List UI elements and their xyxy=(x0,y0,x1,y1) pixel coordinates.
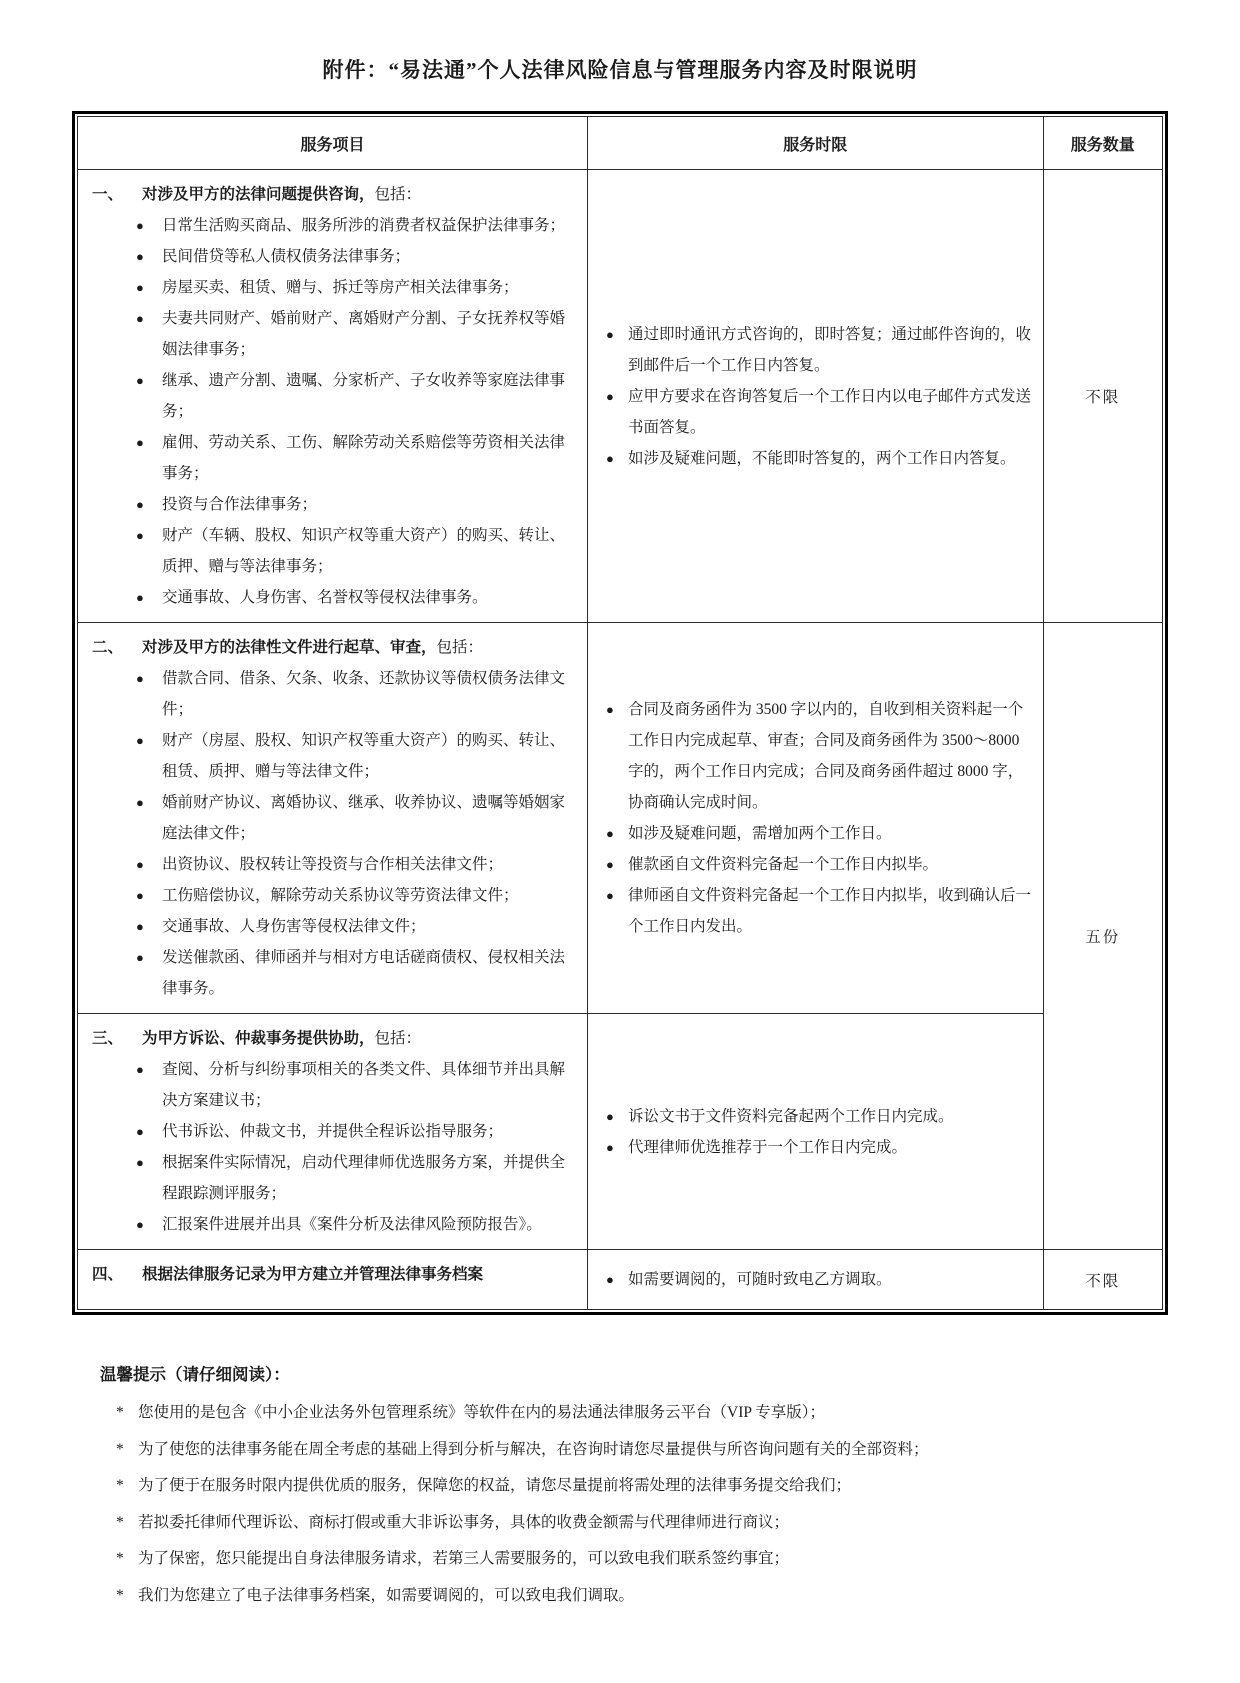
table-header-row xyxy=(78,117,1163,170)
row-number: 四、 xyxy=(92,1266,124,1284)
row-heading-text: 为甲方诉讼、仲裁事务提供协助， xyxy=(142,1030,375,1048)
row-heading-text: 对涉及甲方的法律性文件进行起草、审查， xyxy=(142,639,437,657)
list-item xyxy=(132,303,577,365)
row-heading-tail: 包括： xyxy=(374,1030,422,1048)
note-item xyxy=(116,1468,1168,1504)
list-item-text: 根据案件实际情况，启动代理律师优选服务方案，并提供全程跟踪测评服务； xyxy=(162,1154,566,1203)
list-item xyxy=(602,443,1033,474)
asterisk-icon: * xyxy=(116,1440,124,1458)
list-item-text: 日常生活购买商品、服务所涉的消费者权益保护法律事务； xyxy=(162,217,566,235)
list-item xyxy=(602,849,1033,880)
service-quantity-cell: 不限 xyxy=(1043,1250,1162,1310)
list-item-text: 催款函自文件资料完备起一个工作日内拟毕。 xyxy=(627,856,938,874)
list-item xyxy=(602,381,1033,443)
note-text: 若拟委托律师代理诉讼、商标打假或重大非诉讼事务，具体的收费金额需与代理律师进行商议； xyxy=(138,1513,790,1531)
list-item xyxy=(602,1101,1033,1132)
list-item xyxy=(602,1264,1033,1295)
list-item-text: 投资与合作法律事务； xyxy=(162,496,318,514)
bullet-icon: ● xyxy=(605,1139,614,1155)
note-item xyxy=(116,1395,1168,1431)
bullet-icon: ● xyxy=(136,218,144,234)
list-item xyxy=(132,942,577,1004)
list-item xyxy=(132,1054,577,1116)
table-row xyxy=(78,1250,1163,1310)
bullet-icon: ● xyxy=(136,311,144,327)
service-item-cell xyxy=(78,1014,588,1250)
service-item-cell xyxy=(78,170,588,623)
column-header-service-time-limit: 服务时限 xyxy=(587,117,1043,170)
bullet-icon: ● xyxy=(136,795,144,811)
asterisk-icon: * xyxy=(116,1550,124,1568)
list-item-text: 财产（房屋、股权、知识产权等重大资产）的购买、转让、租赁、质押、赠与等法律文件； xyxy=(162,732,566,781)
table-row xyxy=(78,1014,1163,1250)
list-item xyxy=(132,427,577,489)
list-item xyxy=(602,818,1033,849)
note-text: 为了保密，您只能提出自身法律服务请求，若第三人需要服务的，可以致电我们联系签约事宜； xyxy=(138,1550,790,1568)
service-quantity-cell: 五份 xyxy=(1043,623,1162,1250)
row-heading xyxy=(92,179,577,210)
list-item xyxy=(132,911,577,942)
list-item xyxy=(132,849,577,880)
row-heading-text: 根据法律服务记录为甲方建立并管理法律事务档案 xyxy=(142,1266,484,1284)
row-number: 三、 xyxy=(92,1030,124,1048)
list-item xyxy=(602,1132,1033,1163)
bullet-icon: ● xyxy=(605,702,614,718)
list-item-text: 民间借贷等私人债权债务法律事务； xyxy=(162,248,411,266)
list-item-text: 发送催款函、律师函并与相对方电话磋商债权、侵权相关法律事务。 xyxy=(162,949,566,998)
list-item xyxy=(602,694,1033,818)
list-item-text: 财产（车辆、股权、知识产权等重大资产）的购买、转让、质押、赠与等法律事务； xyxy=(162,527,566,576)
table-row xyxy=(78,623,1163,1014)
service-time-cell xyxy=(587,1014,1043,1250)
list-item xyxy=(132,1209,577,1240)
bullet-icon: ● xyxy=(605,388,614,404)
bullet-icon: ● xyxy=(136,528,144,544)
list-item-text: 交通事故、人身伤害等侵权法律文件； xyxy=(162,918,426,936)
row-heading-tail: 包括： xyxy=(436,639,484,657)
list-item-text: 诉讼文书于文件资料完备起两个工作日内完成。 xyxy=(627,1107,954,1125)
list-item-text: 代书诉讼、仲裁文书，并提供全程诉讼指导服务； xyxy=(162,1123,504,1141)
notes-section xyxy=(100,1361,1168,1614)
list-item xyxy=(602,880,1033,942)
notes-list xyxy=(116,1395,1168,1614)
bullet-icon: ● xyxy=(605,888,614,904)
notes-title: 温馨提示（请仔细阅读）： xyxy=(100,1365,290,1385)
list-item-text: 代理律师优选推荐于一个工作日内完成。 xyxy=(627,1138,907,1156)
note-item xyxy=(116,1541,1168,1577)
list-item-text: 交通事故、人身伤害、名誉权等侵权法律事务。 xyxy=(162,589,488,607)
row-heading-tail: 包括： xyxy=(374,186,422,204)
list-item xyxy=(132,520,577,582)
list-item-text: 雇佣、劳动关系、工伤、解除劳动关系赔偿等劳资相关法律事务； xyxy=(162,434,566,483)
row-number: 一、 xyxy=(92,186,124,204)
list-item-text: 查阅、分析与纠纷事项相关的各类文件、具体细节并出具解决方案建议书； xyxy=(162,1061,566,1110)
bullet-icon: ● xyxy=(136,435,144,451)
service-table xyxy=(77,116,1163,1310)
bullet-icon: ● xyxy=(605,450,614,466)
note-item xyxy=(116,1432,1168,1468)
list-item-text: 如涉及疑难问题，不能即时答复的，两个工作日内答复。 xyxy=(627,449,1016,467)
bullet-icon: ● xyxy=(136,1217,144,1233)
bullet-icon: ● xyxy=(605,857,614,873)
bullet-icon: ● xyxy=(136,919,144,935)
service-item-cell xyxy=(78,1250,588,1310)
bullet-icon: ● xyxy=(136,1124,144,1140)
list-item-text: 工伤赔偿协议，解除劳动关系协议等劳资法律文件； xyxy=(162,887,519,905)
bullet-icon: ● xyxy=(136,888,144,904)
list-item-text: 房屋买卖、租赁、赠与、拆迁等房产相关法律事务； xyxy=(162,279,519,297)
bullet-icon: ● xyxy=(136,857,144,873)
asterisk-icon: * xyxy=(116,1586,124,1604)
bullet-icon: ● xyxy=(136,1155,144,1171)
list-item xyxy=(132,241,577,272)
row-heading xyxy=(92,1259,577,1290)
table-row xyxy=(78,170,1163,623)
bullet-icon: ● xyxy=(136,950,144,966)
service-table-frame xyxy=(72,111,1168,1315)
list-item-text: 应甲方要求在咨询答复后一个工作日内以电子邮件方式发送书面答复。 xyxy=(627,387,1031,436)
note-item xyxy=(116,1505,1168,1541)
list-item-text: 借款合同、借条、欠条、收条、还款协议等债权债务法律文件； xyxy=(162,670,566,719)
list-item-text: 继承、遗产分割、遗嘱、分家析产、子女收养等家庭法律事务； xyxy=(162,372,566,421)
bullet-icon: ● xyxy=(136,249,144,265)
note-text: 为了使您的法律事务能在周全考虑的基础上得到分析与解决，在咨询时请您尽量提供与所咨询问题有关的全部资料； xyxy=(138,1440,929,1458)
bullet-icon: ● xyxy=(605,1272,614,1288)
bullet-icon: ● xyxy=(136,280,144,296)
note-text: 为了便于在服务时限内提供优质的服务，保障您的权益，请您尽量提前将需处理的法律事务提交给我们； xyxy=(138,1477,852,1495)
list-item-text: 律师函自文件资料完备起一个工作日内拟毕，收到确认后一个工作日内发出。 xyxy=(627,887,1031,936)
note-text: 您使用的是包含《中小企业法务外包管理系统》等软件在内的易法通法律服务云平台（VIP 专享版）； xyxy=(138,1404,826,1422)
service-time-cell xyxy=(587,1250,1043,1310)
asterisk-icon: * xyxy=(116,1477,124,1495)
row-heading xyxy=(92,1023,577,1054)
row-heading xyxy=(92,632,577,663)
bullet-icon: ● xyxy=(605,326,614,342)
list-item xyxy=(132,272,577,303)
list-item xyxy=(132,663,577,725)
list-item-text: 通过即时通讯方式咨询的，即时答复；通过邮件咨询的，收到邮件后一个工作日内答复。 xyxy=(627,325,1031,374)
page-title: 附件：“易法通”个人法律风险信息与管理服务内容及时限说明 xyxy=(322,58,918,82)
bullet-icon: ● xyxy=(605,826,614,842)
row-heading-text: 对涉及甲方的法律问题提供咨询， xyxy=(142,186,375,204)
column-header-service-item: 服务项目 xyxy=(78,117,588,170)
list-item xyxy=(602,319,1033,381)
list-item xyxy=(132,1116,577,1147)
service-time-cell xyxy=(587,170,1043,623)
service-time-cell xyxy=(587,623,1043,1014)
note-text: 我们为您建立了电子法律事务档案，如需要调阅的，可以致电我们调取。 xyxy=(138,1586,635,1604)
bullet-icon: ● xyxy=(136,373,144,389)
list-item-text: 如涉及疑难问题，需增加两个工作日。 xyxy=(627,825,892,843)
list-item xyxy=(132,725,577,787)
bullet-icon: ● xyxy=(605,1108,614,1124)
bullet-icon: ● xyxy=(136,733,144,749)
list-item-text: 婚前财产协议、离婚协议、继承、收养协议、遗嘱等婚姻家庭法律文件； xyxy=(162,794,566,843)
asterisk-icon: * xyxy=(116,1404,124,1422)
bullet-icon: ● xyxy=(136,497,144,513)
bullet-icon: ● xyxy=(136,590,144,606)
service-quantity-cell: 不限 xyxy=(1043,170,1162,623)
list-item-text: 汇报案件进展并出具《案件分析及法律风险预防报告》。 xyxy=(162,1216,542,1234)
list-item-text: 夫妻共同财产、婚前财产、离婚财产分割、子女抚养权等婚姻法律事务； xyxy=(162,310,566,359)
list-item xyxy=(132,210,577,241)
list-item xyxy=(132,787,577,849)
column-header-service-quantity: 服务数量 xyxy=(1043,117,1162,170)
bullet-icon: ● xyxy=(136,671,144,687)
asterisk-icon: * xyxy=(116,1513,124,1531)
list-item-text: 出资协议、股权转让等投资与合作相关法律文件； xyxy=(162,856,504,874)
list-item-text: 合同及商务函件为 3500 字以内的，自收到相关资料起一个工作日内完成起草、审查；合同及商务函件为 3500～8000 字的，两个工作日内完成；合同及商务函件超过 8000 字，协商确认完成时间。 xyxy=(627,701,1024,812)
list-item xyxy=(132,1147,577,1209)
bullet-icon: ● xyxy=(136,1062,144,1078)
list-item xyxy=(132,880,577,911)
row-number: 二、 xyxy=(92,639,124,657)
list-item-text: 如需要调阅的，可随时致电乙方调取。 xyxy=(627,1271,892,1289)
list-item xyxy=(132,489,577,520)
note-item xyxy=(116,1578,1168,1614)
list-item xyxy=(132,365,577,427)
list-item xyxy=(132,582,577,613)
service-item-cell xyxy=(78,623,588,1014)
